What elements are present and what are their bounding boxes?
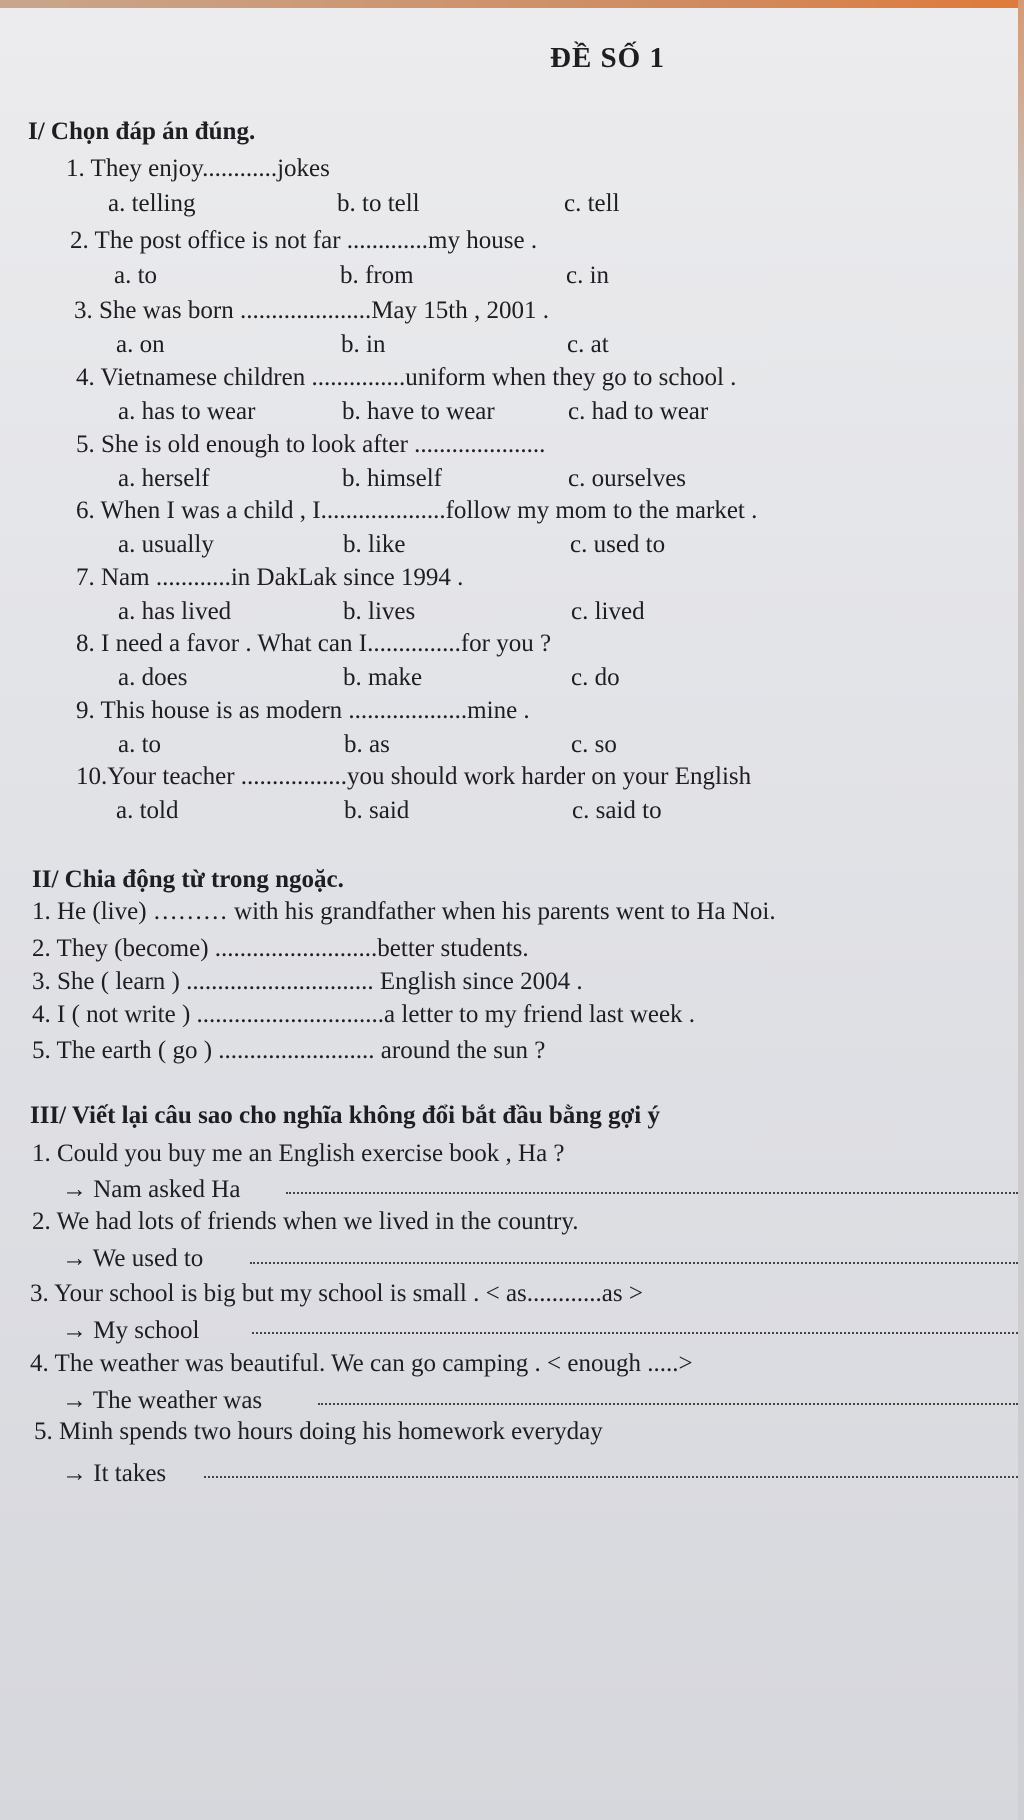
- rewrite-item-1-sentence: 1. Could you buy me an English exercise book , Ha ?: [32, 1140, 565, 1167]
- rewrite-item-4-sentence: 4. The weather was beautiful. We can go camping . < enough .....>: [30, 1350, 693, 1377]
- section-2-heading: II/ Chia động từ trong ngoặc.: [32, 866, 344, 893]
- section-3-heading: III/ Viết lại câu sao cho nghĩa không đổi bắt đầu bằng gợi ý: [30, 1102, 660, 1129]
- verb-item-5: 5. The earth ( go ) ......................... around the sun ?: [32, 1037, 546, 1064]
- question-7-option-c: c. lived: [571, 598, 645, 625]
- question-9-option-b: b. as: [344, 731, 390, 758]
- rewrite-item-5-sentence: 5. Minh spends two hours doing his homework everyday: [34, 1418, 603, 1445]
- question-3-option-a: a. on: [116, 331, 165, 358]
- page-title: ĐỀ SỐ 1: [550, 42, 665, 74]
- question-9-option-a: a. to: [118, 731, 162, 758]
- question-8-option-b: b. make: [343, 664, 423, 691]
- question-3-option-c: c. at: [567, 331, 609, 358]
- rewrite-item-1-prompt: → Nam asked Ha: [62, 1176, 241, 1203]
- rewrite-item-2-prompt: → We used to: [62, 1245, 204, 1272]
- question-9-option-c: c. so: [571, 731, 617, 758]
- question-9-text: 9. This house is as modern ...................mine .: [76, 697, 530, 724]
- question-6-option-a: a. usually: [118, 531, 214, 558]
- question-10-option-c: c. said to: [572, 797, 662, 824]
- question-2-option-a: a. to: [114, 262, 158, 289]
- question-1-option-c: c. tell: [564, 190, 620, 217]
- rewrite-item-5-answer-line: [204, 1476, 1018, 1478]
- question-4-text: 4. Vietnamese children ...............uniform when they go to school .: [76, 364, 737, 391]
- rewrite-item-3-sentence: 3. Your school is big but my school is small . < as............as >: [30, 1280, 643, 1307]
- question-5-text: 5. She is old enough to look after .....................: [76, 431, 546, 458]
- question-1-option-b: b. to tell: [337, 190, 420, 217]
- question-4-option-a: a. has to wear: [118, 398, 256, 425]
- page-right-edge: [1018, 0, 1024, 1820]
- question-2-option-c: c. in: [566, 262, 610, 289]
- question-4-option-c: c. had to wear: [568, 398, 709, 425]
- rewrite-item-4-answer-line: [318, 1403, 1018, 1405]
- question-10-option-a: a. told: [116, 797, 179, 824]
- question-7-text: 7. Nam ............in DakLak since 1994 .: [76, 564, 464, 591]
- rewrite-item-5-prompt: → It takes: [62, 1460, 167, 1487]
- question-3-option-b: b. in: [341, 331, 386, 358]
- question-8-option-c: c. do: [571, 664, 620, 691]
- question-7-option-b: b. lives: [343, 598, 416, 625]
- question-1-option-a: a. telling: [108, 190, 196, 217]
- question-4-option-b: b. have to wear: [342, 398, 495, 425]
- question-3-text: 3. She was born .....................May 15th , 2001 .: [74, 297, 549, 324]
- question-5-option-b: b. himself: [342, 465, 442, 492]
- rewrite-item-3-prompt: → My school: [62, 1317, 200, 1344]
- question-6-option-c: c. used to: [570, 531, 666, 558]
- rewrite-item-2-answer-line: [250, 1262, 1018, 1264]
- rewrite-item-1-answer-line: [286, 1192, 1018, 1194]
- verb-item-3: 3. She ( learn ) .............................. English since 2004 .: [32, 968, 583, 995]
- question-6-option-b: b. like: [343, 531, 406, 558]
- question-6-text: 6. When I was a child , I....................follow my mom to the market .: [76, 497, 758, 524]
- question-8-text: 8. I need a favor . What can I...............for you ?: [76, 630, 552, 657]
- question-5-option-a: a. herself: [118, 465, 210, 492]
- question-1-text: 1. They enjoy............jokes: [66, 155, 330, 182]
- verb-item-1: 1. He (live) ……… with his grandfather when his parents went to Ha Noi.: [32, 898, 776, 925]
- question-2-text: 2. The post office is not far .............my house .: [70, 227, 538, 254]
- rewrite-item-2-sentence: 2. We had lots of friends when we lived in the country.: [32, 1208, 579, 1235]
- question-2-option-b: b. from: [340, 262, 414, 289]
- question-10-option-b: b. said: [344, 797, 410, 824]
- question-8-option-a: a. does: [118, 664, 188, 691]
- question-10-text: 10.Your teacher .................you should work harder on your English: [76, 763, 752, 790]
- rewrite-item-3-answer-line: [252, 1332, 1018, 1334]
- verb-item-4: 4. I ( not write ) ..............................a letter to my friend last week .: [32, 1001, 696, 1028]
- question-7-option-a: a. has lived: [118, 598, 232, 625]
- page-top-edge: [0, 0, 1024, 8]
- section-1-heading: I/ Chọn đáp án đúng.: [28, 118, 256, 145]
- verb-item-2: 2. They (become) ..........................better students.: [32, 935, 529, 962]
- rewrite-item-4-prompt: → The weather was: [62, 1387, 263, 1414]
- question-5-option-c: c. ourselves: [568, 465, 687, 492]
